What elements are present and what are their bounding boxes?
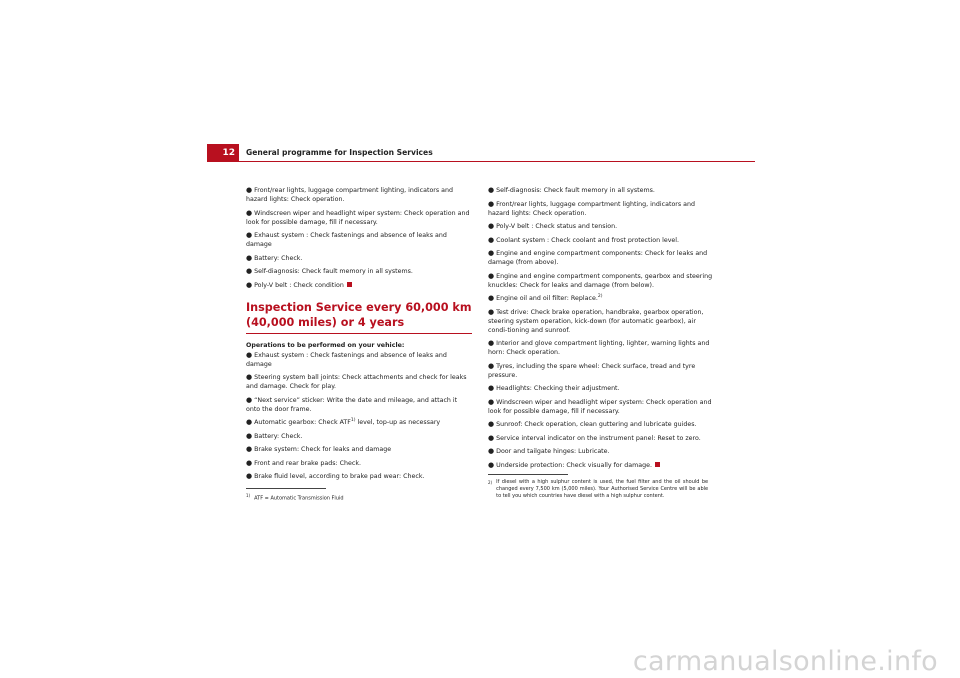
bullet-icon: ● — [488, 186, 495, 194]
list-item-text: Sunroof: Check operation, clean guttering and lubricate guides. — [496, 421, 697, 428]
list-item-text: Automatic gearbox: Check ATF — [254, 419, 351, 426]
footnote-ref: 1) — [350, 417, 356, 423]
list-item-text: Self-diagnosis: Check fault memory in all systems. — [254, 268, 413, 275]
list-item — [246, 432, 472, 441]
list-item-text: Brake system: Check for leaks and damage — [254, 446, 392, 453]
list-item — [488, 308, 714, 335]
footnote-right — [488, 479, 714, 500]
list-item — [488, 398, 714, 416]
list-item — [246, 267, 472, 276]
watermark: carmanualsonline.info — [632, 646, 938, 677]
list-item — [246, 186, 472, 204]
list-item-text: Test drive: Check brake operation, handbrake, gearbox operation, steering system operation, kick-down (for automatic gearbox), air condi-tioning and sunroof. — [488, 308, 704, 334]
left-column — [246, 186, 472, 486]
bullet-icon: ● — [246, 231, 253, 239]
list-item — [246, 209, 472, 227]
bullet-icon: ● — [246, 445, 253, 453]
bullet-icon: ● — [246, 253, 253, 262]
list-item-text: Self-diagnosis: Check fault memory in all systems. — [496, 187, 655, 194]
list-item-text: “Next service” sticker: Write the date and mileage, and attach it onto the door frame. — [246, 396, 458, 413]
bullet-icon: ● — [488, 397, 495, 406]
section-end-icon — [655, 462, 660, 467]
list-item — [246, 396, 472, 414]
footnote-marker: 1) — [246, 493, 251, 498]
list-item-text: Front/rear lights, luggage compartment lighting, indicators and hazard lights: Check operation. — [488, 200, 696, 217]
list-item-text: Engine and engine compartment components: Check for leaks and damage (from above). — [488, 250, 708, 266]
list-item-text: Interior and glove compartment lighting, lighter, warning lights and horn: Check operation. — [488, 340, 710, 356]
bullet-icon: ● — [246, 458, 253, 467]
list-item-text: Battery: Check. — [254, 432, 303, 440]
list-item-text: Windscreen wiper and headlight wiper system: Check operation and look for possible damage, fill if necessary. — [488, 398, 712, 415]
list-item — [488, 384, 714, 393]
header-rule — [207, 161, 755, 162]
list-item-text: Engine oil and oil filter: Replace. — [496, 295, 598, 302]
list-item — [246, 231, 472, 249]
bullet-icon: ● — [246, 431, 253, 440]
list-item — [488, 236, 714, 245]
list-item-text: Headlights: Checking their adjustment. — [496, 385, 620, 392]
list-item-text: Exhaust system : Check fastenings and absence of leaks and damage — [246, 351, 447, 368]
list-item-text: Front and rear brake pads: Check. — [254, 459, 362, 467]
bullet-icon: ● — [246, 373, 253, 381]
list-item — [246, 254, 472, 263]
list-item — [246, 472, 472, 481]
section-end-icon — [347, 282, 352, 287]
bullet-icon: ● — [488, 460, 495, 469]
bullet-icon: ● — [488, 235, 495, 244]
footnote-rule-left — [246, 488, 326, 489]
bullet-icon: ● — [488, 433, 495, 442]
list-item-text: Exhaust system : Check fastenings and absence of leaks and damage — [246, 232, 447, 248]
bullet-icon: ● — [488, 447, 495, 455]
right-column — [488, 186, 714, 474]
bullet-icon: ● — [488, 249, 495, 257]
list-item-text: Service interval indicator on the instrument panel: Reset to zero. — [496, 434, 701, 442]
bullet-icon: ● — [488, 361, 495, 370]
bullet-icon: ● — [488, 271, 495, 280]
bullet-icon: ● — [246, 395, 253, 404]
section-heading: Inspection Service every 60,000 km (40,000 miles) or 4 years — [246, 300, 472, 334]
bullet-icon: ● — [246, 186, 253, 194]
list-item-text: Windscreen wiper and headlight wiper system: Check operation and look for possible damage, fill if necessary. — [246, 209, 470, 226]
list-item — [246, 459, 472, 468]
footnote-text: ATF = Automatic Transmission Fluid — [254, 495, 344, 502]
bullet-icon: ● — [246, 472, 253, 480]
list-item-text: Battery: Check. — [254, 254, 303, 262]
bullet-icon: ● — [488, 420, 495, 428]
list-item-text: Brake fluid level, according to brake pad wear: Check. — [254, 473, 425, 480]
bullet-icon: ● — [488, 307, 495, 316]
list-item — [488, 362, 714, 380]
bullet-icon: ● — [488, 339, 495, 347]
list-item — [246, 281, 472, 290]
list-item — [488, 272, 714, 290]
subheading: Operations to be performed on your vehicle: — [246, 341, 405, 349]
list-item — [246, 445, 472, 454]
bullet-icon: ● — [488, 384, 495, 392]
footnote-rule-right — [488, 474, 568, 475]
list-item — [488, 461, 714, 470]
page-number-badge: 12 — [207, 144, 239, 162]
footnote-marker: 2) — [488, 480, 493, 485]
bullet-icon: ● — [246, 267, 253, 275]
list-item-text: Coolant system : Check coolant and frost protection level. — [496, 236, 680, 244]
list-item-text: Underside protection: Check visually for damage. — [496, 461, 652, 469]
bullet-icon: ● — [488, 294, 495, 302]
list-item-text: Door and tailgate hinges: Lubricate. — [496, 448, 610, 455]
list-item — [246, 418, 472, 427]
list-item — [488, 222, 714, 231]
list-item — [488, 294, 714, 303]
running-header-title: General programme for Inspection Services — [246, 148, 433, 157]
footnote-left — [246, 492, 472, 503]
list-item — [488, 434, 714, 443]
footnote-text: If diesel with a high sulphur content is used, the fuel filter and the oil should be changed every 7,500 km (5,000 miles). Your Authorised Service Centre will be able to tell you which countries have diesel with a high sulphur content. — [496, 479, 709, 499]
list-item-text: Engine and engine compartment components, gearbox and steering knuckles: Check for leaks and damage (from below). — [488, 272, 713, 289]
list-item-text: level, top-up as necessary — [355, 419, 441, 426]
list-item-text: Steering system ball joints: Check attachments and check for leaks and damage. Check for play. — [246, 374, 467, 390]
list-item-text: Poly-V belt : Check status and tension. — [496, 223, 618, 230]
list-item — [488, 186, 714, 195]
bullet-icon: ● — [488, 199, 495, 208]
list-item — [246, 373, 472, 391]
list-item — [246, 351, 472, 369]
list-item — [488, 447, 714, 456]
bullet-icon: ● — [246, 208, 253, 217]
footnote-ref: 2) — [597, 293, 603, 299]
list-item — [488, 249, 714, 267]
list-item-text: Front/rear lights, luggage compartment lighting, indicators and hazard lights: Check operation. — [246, 187, 454, 203]
list-item — [488, 339, 714, 357]
list-item-text: Tyres, including the spare wheel: Check surface, tread and tyre pressure. — [488, 362, 696, 379]
bullet-icon: ● — [488, 222, 495, 230]
bullet-icon: ● — [246, 418, 253, 426]
list-item — [488, 420, 714, 429]
bullet-icon: ● — [246, 350, 253, 359]
list-item — [488, 200, 714, 218]
bullet-icon: ● — [246, 280, 253, 289]
list-item-text: Poly-V belt : Check condition — [254, 281, 344, 289]
